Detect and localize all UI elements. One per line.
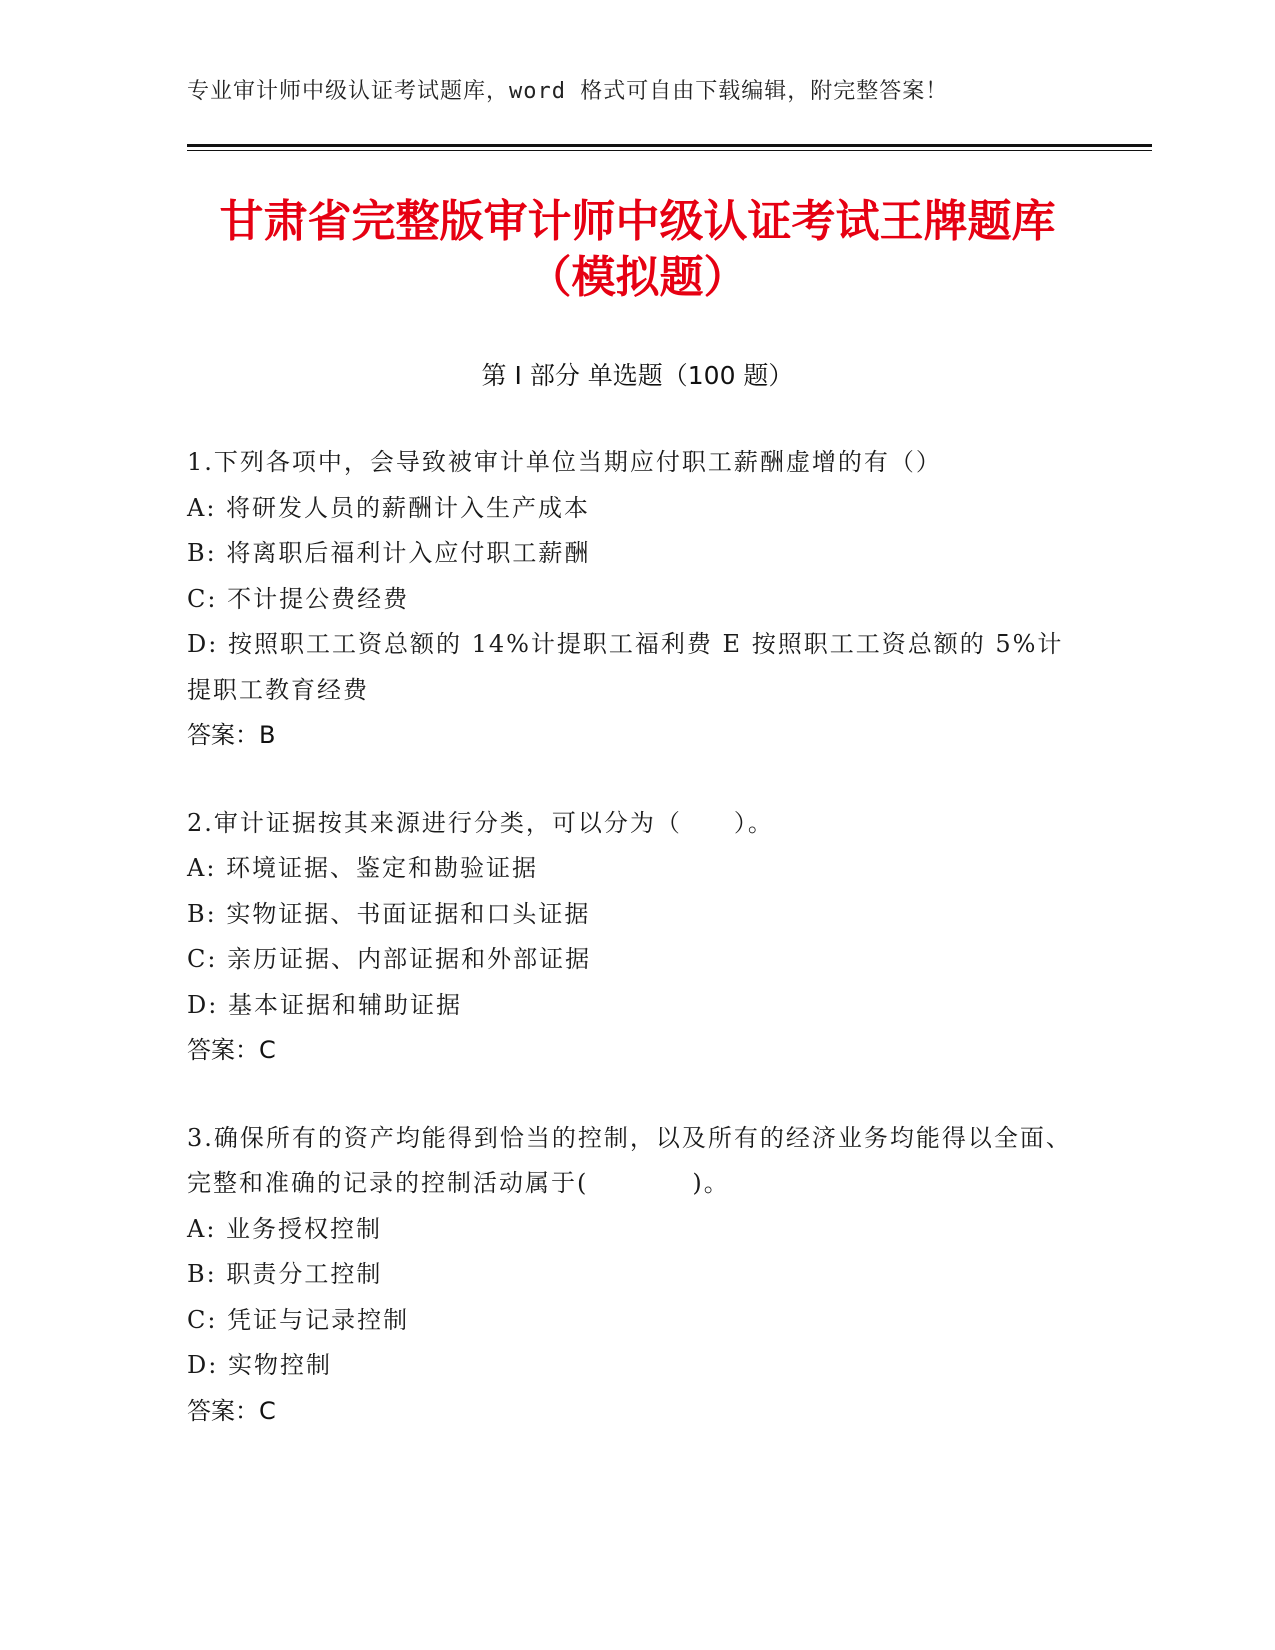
question-3 <box>187 1116 1077 1435</box>
document-title <box>160 194 1115 306</box>
question-2 <box>187 801 1077 1074</box>
question-stem: 3.确保所有的资产均能得到恰当的控制，以及所有的经济业务均能得以全面、完整和准确的记录的控制活动属于( )。 <box>187 1123 1072 1197</box>
option-a: A: 将研发人员的薪酬计入生产成本 <box>187 493 591 522</box>
header-rule-thin <box>187 150 1152 151</box>
questions-list <box>187 440 1077 1476</box>
question-stem: 2.审计证据按其来源进行分类，可以分为（ ）。 <box>187 808 774 837</box>
section-heading: 第 I 部分 单选题（100 题） <box>481 361 794 390</box>
answer: 答案：B <box>187 721 276 749</box>
option-b: B: 职责分工控制 <box>187 1260 383 1288</box>
option-b: B: 将离职后福利计入应付职工薪酬 <box>187 539 591 567</box>
header-note: 专业审计师中级认证考试题库，word 格式可自由下载编辑，附完整答案！ <box>187 79 949 104</box>
header-rule-thick <box>187 144 1152 147</box>
option-d: D: 实物控制 <box>187 1351 332 1379</box>
option-c: C: 凭证与记录控制 <box>187 1305 410 1334</box>
option-b: B: 实物证据、书面证据和口头证据 <box>187 899 591 928</box>
option-c: C: 亲历证据、内部证据和外部证据 <box>187 945 592 973</box>
answer: 答案：C <box>187 1396 276 1425</box>
question-1 <box>187 440 1077 759</box>
option-c: C: 不计提公费经费 <box>187 584 410 613</box>
title-line-2: （模拟题） <box>527 252 748 303</box>
option-d: D: 按照职工工资总额的 14%计提职工福利费 E 按照职工工资总额的 5%计提职工教育经费 <box>187 630 1064 704</box>
option-a: A: 环境证据、鉴定和勘验证据 <box>187 854 539 882</box>
answer: 答案：C <box>187 1036 276 1064</box>
option-d: D: 基本证据和辅助证据 <box>187 990 462 1019</box>
question-stem: 1.下列各项中，会导致被审计单位当期应付职工薪酬虚增的有（） <box>187 448 942 476</box>
title-line-1: 甘肃省完整版审计师中级认证考试王牌题库 <box>219 196 1056 247</box>
option-a: A: 业务授权控制 <box>187 1214 383 1243</box>
